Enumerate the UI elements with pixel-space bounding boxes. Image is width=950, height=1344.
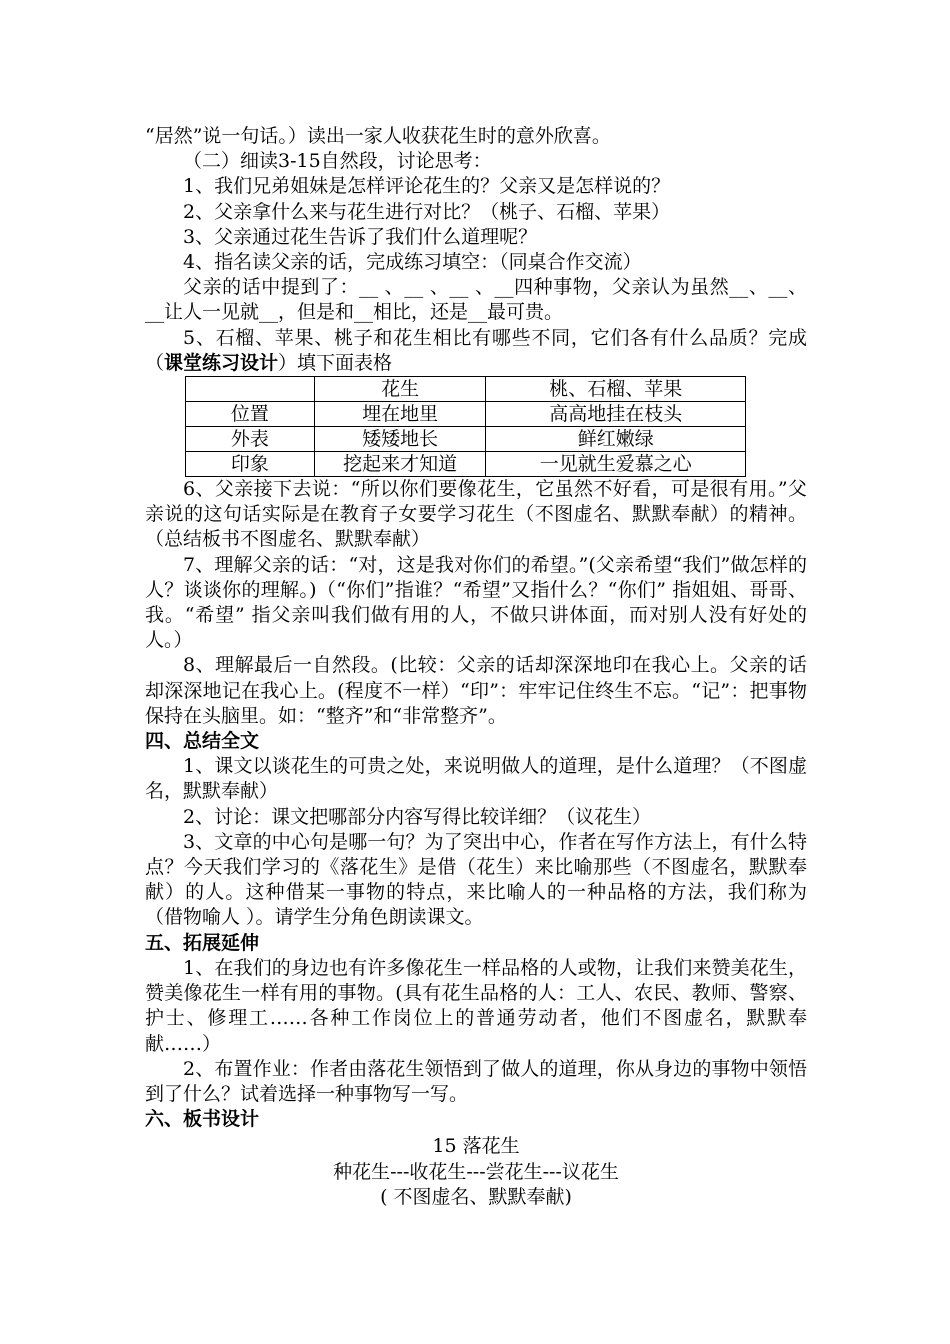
summary-1: 1、课文以谈花生的可贵之处，来说明做人的道理，是什么道理？（不图虚名，默默奉献） bbox=[145, 755, 807, 803]
question-7: 7、理解父亲的话：“对，这是我对你们的希望。”(父亲希望“我们”做怎样的人？谈谈你的理解。)（“你们”指谁？“希望”又指什么？“你们” 指姐姐、哥哥、我。“希望” 指父亲叫我们做有用的人，不做只讲体面，而对别人没有好处的人。） bbox=[145, 553, 807, 652]
paragraph: （二）细读3-15自然段，讨论思考： bbox=[183, 150, 492, 173]
table-header-cell bbox=[186, 377, 315, 402]
summary-2: 2、讨论：课文把哪部分内容写得比较详细？（议花生） bbox=[183, 805, 652, 828]
table-cell: 鲜红嫩绿 bbox=[486, 427, 746, 452]
fill-in-exercise: 父亲的话中提到了：__ 、__ 、__ 、__四种事物，父亲认为虽然__、__、 __让人一见就__，但是和__相比，还是__最可贵。 bbox=[145, 276, 807, 324]
table-cell: 高高地挂在枝头 bbox=[486, 402, 746, 427]
section-heading-board: 六、板书设计 bbox=[145, 1108, 260, 1131]
table-row bbox=[186, 452, 746, 477]
summary-3: 3、文章的中心句是哪一句？为了突出中心，作者在写作方法上，有什么特点？今天我们学习的《落花生》是借（花生）来比喻那些（不图虚名，默默奉献）的人。这种借某一事物的特点，来比喻人的一种品格的方法，我们称为（借物喻人 ）。请学生分角色朗读课文。 bbox=[145, 830, 807, 929]
table-row bbox=[186, 427, 746, 452]
question-6: 6、父亲接下去说：“所以你们要像花生，它虽然不好看，可是很有用。”父亲说的这句话实际是在教育子女要学习花生（不图虚名、默默奉献）的精神。（总结板书不图虚名、默默奉献） bbox=[145, 478, 807, 551]
question-5 bbox=[145, 326, 807, 376]
extension-1: 1、在我们的身边也有许多像花生一样品格的人或物，让我们来赞美花生，赞美像花生一样有用的事物。(具有花生品格的人：工人、农民、教师、警察、护士、修理工……各种工作岗位上的普通劳动者，他们不图虚名，默默奉献……） bbox=[145, 956, 807, 1055]
question-3: 3、父亲通过花生告诉了我们什么道理呢？ bbox=[183, 225, 538, 248]
table-header-row bbox=[186, 377, 746, 402]
board-theme: ( 不图虚名、默默奉献) bbox=[380, 1185, 572, 1208]
question-1: 1、我们兄弟姐妹是怎样评论花生的？父亲又是怎样说的？ bbox=[183, 175, 671, 198]
board-design bbox=[145, 1134, 807, 1210]
extension-2: 2、布置作业：作者由落花生领悟到了做人的道理，你从身边的事物中领悟到了什么？试着选择一种事物写一写。 bbox=[145, 1057, 807, 1105]
question-4: 4、指名读父亲的话，完成练习填空：（同桌合作交流） bbox=[183, 251, 642, 274]
document-page bbox=[145, 124, 807, 1210]
table-cell: 印象 bbox=[186, 452, 315, 477]
question-8: 8、理解最后一自然段。(比较：父亲的话却深深地印在我心上。父亲的话却深深地记在我心上。(程度不一样）“印”：牢牢记住终生不忘。“记”：把事物保持在头脑里。如：“整齐”和“非常整齐”。 bbox=[145, 654, 807, 727]
question-5-tail: ）填下面表格 bbox=[278, 351, 393, 374]
table-cell: 一见就生爱慕之心 bbox=[486, 452, 746, 477]
section-heading-summary: 四、总结全文 bbox=[145, 730, 260, 753]
table-cell: 埋在地里 bbox=[314, 402, 486, 427]
table-cell: 外表 bbox=[186, 427, 315, 452]
table-cell: 挖起来才知道 bbox=[314, 452, 486, 477]
table-header-cell: 花生 bbox=[314, 377, 486, 402]
question-5-text: 5、石榴、苹果、桃子和花生相比有哪些不同，它们各有什么品质？完成（ bbox=[145, 326, 807, 374]
question-2: 2、父亲拿什么来与花生进行对比？（桃子、石榴、苹果） bbox=[183, 200, 671, 223]
question-5-emphasis: 课堂练习设计 bbox=[164, 351, 279, 374]
comparison-table bbox=[185, 376, 746, 477]
board-title: 15 落花生 bbox=[432, 1135, 520, 1158]
table-cell: 矮矮地长 bbox=[314, 427, 486, 452]
table-row bbox=[186, 402, 746, 427]
board-sequence: 种花生---收花生---尝花生---议花生 bbox=[333, 1160, 619, 1183]
table-header-cell: 桃、石榴、苹果 bbox=[486, 377, 746, 402]
paragraph: “居然”说一句话。）读出一家人收获花生时的意外欣喜。 bbox=[145, 125, 611, 147]
section-heading-extension: 五、拓展延伸 bbox=[145, 931, 260, 954]
table-cell: 位置 bbox=[186, 402, 315, 427]
